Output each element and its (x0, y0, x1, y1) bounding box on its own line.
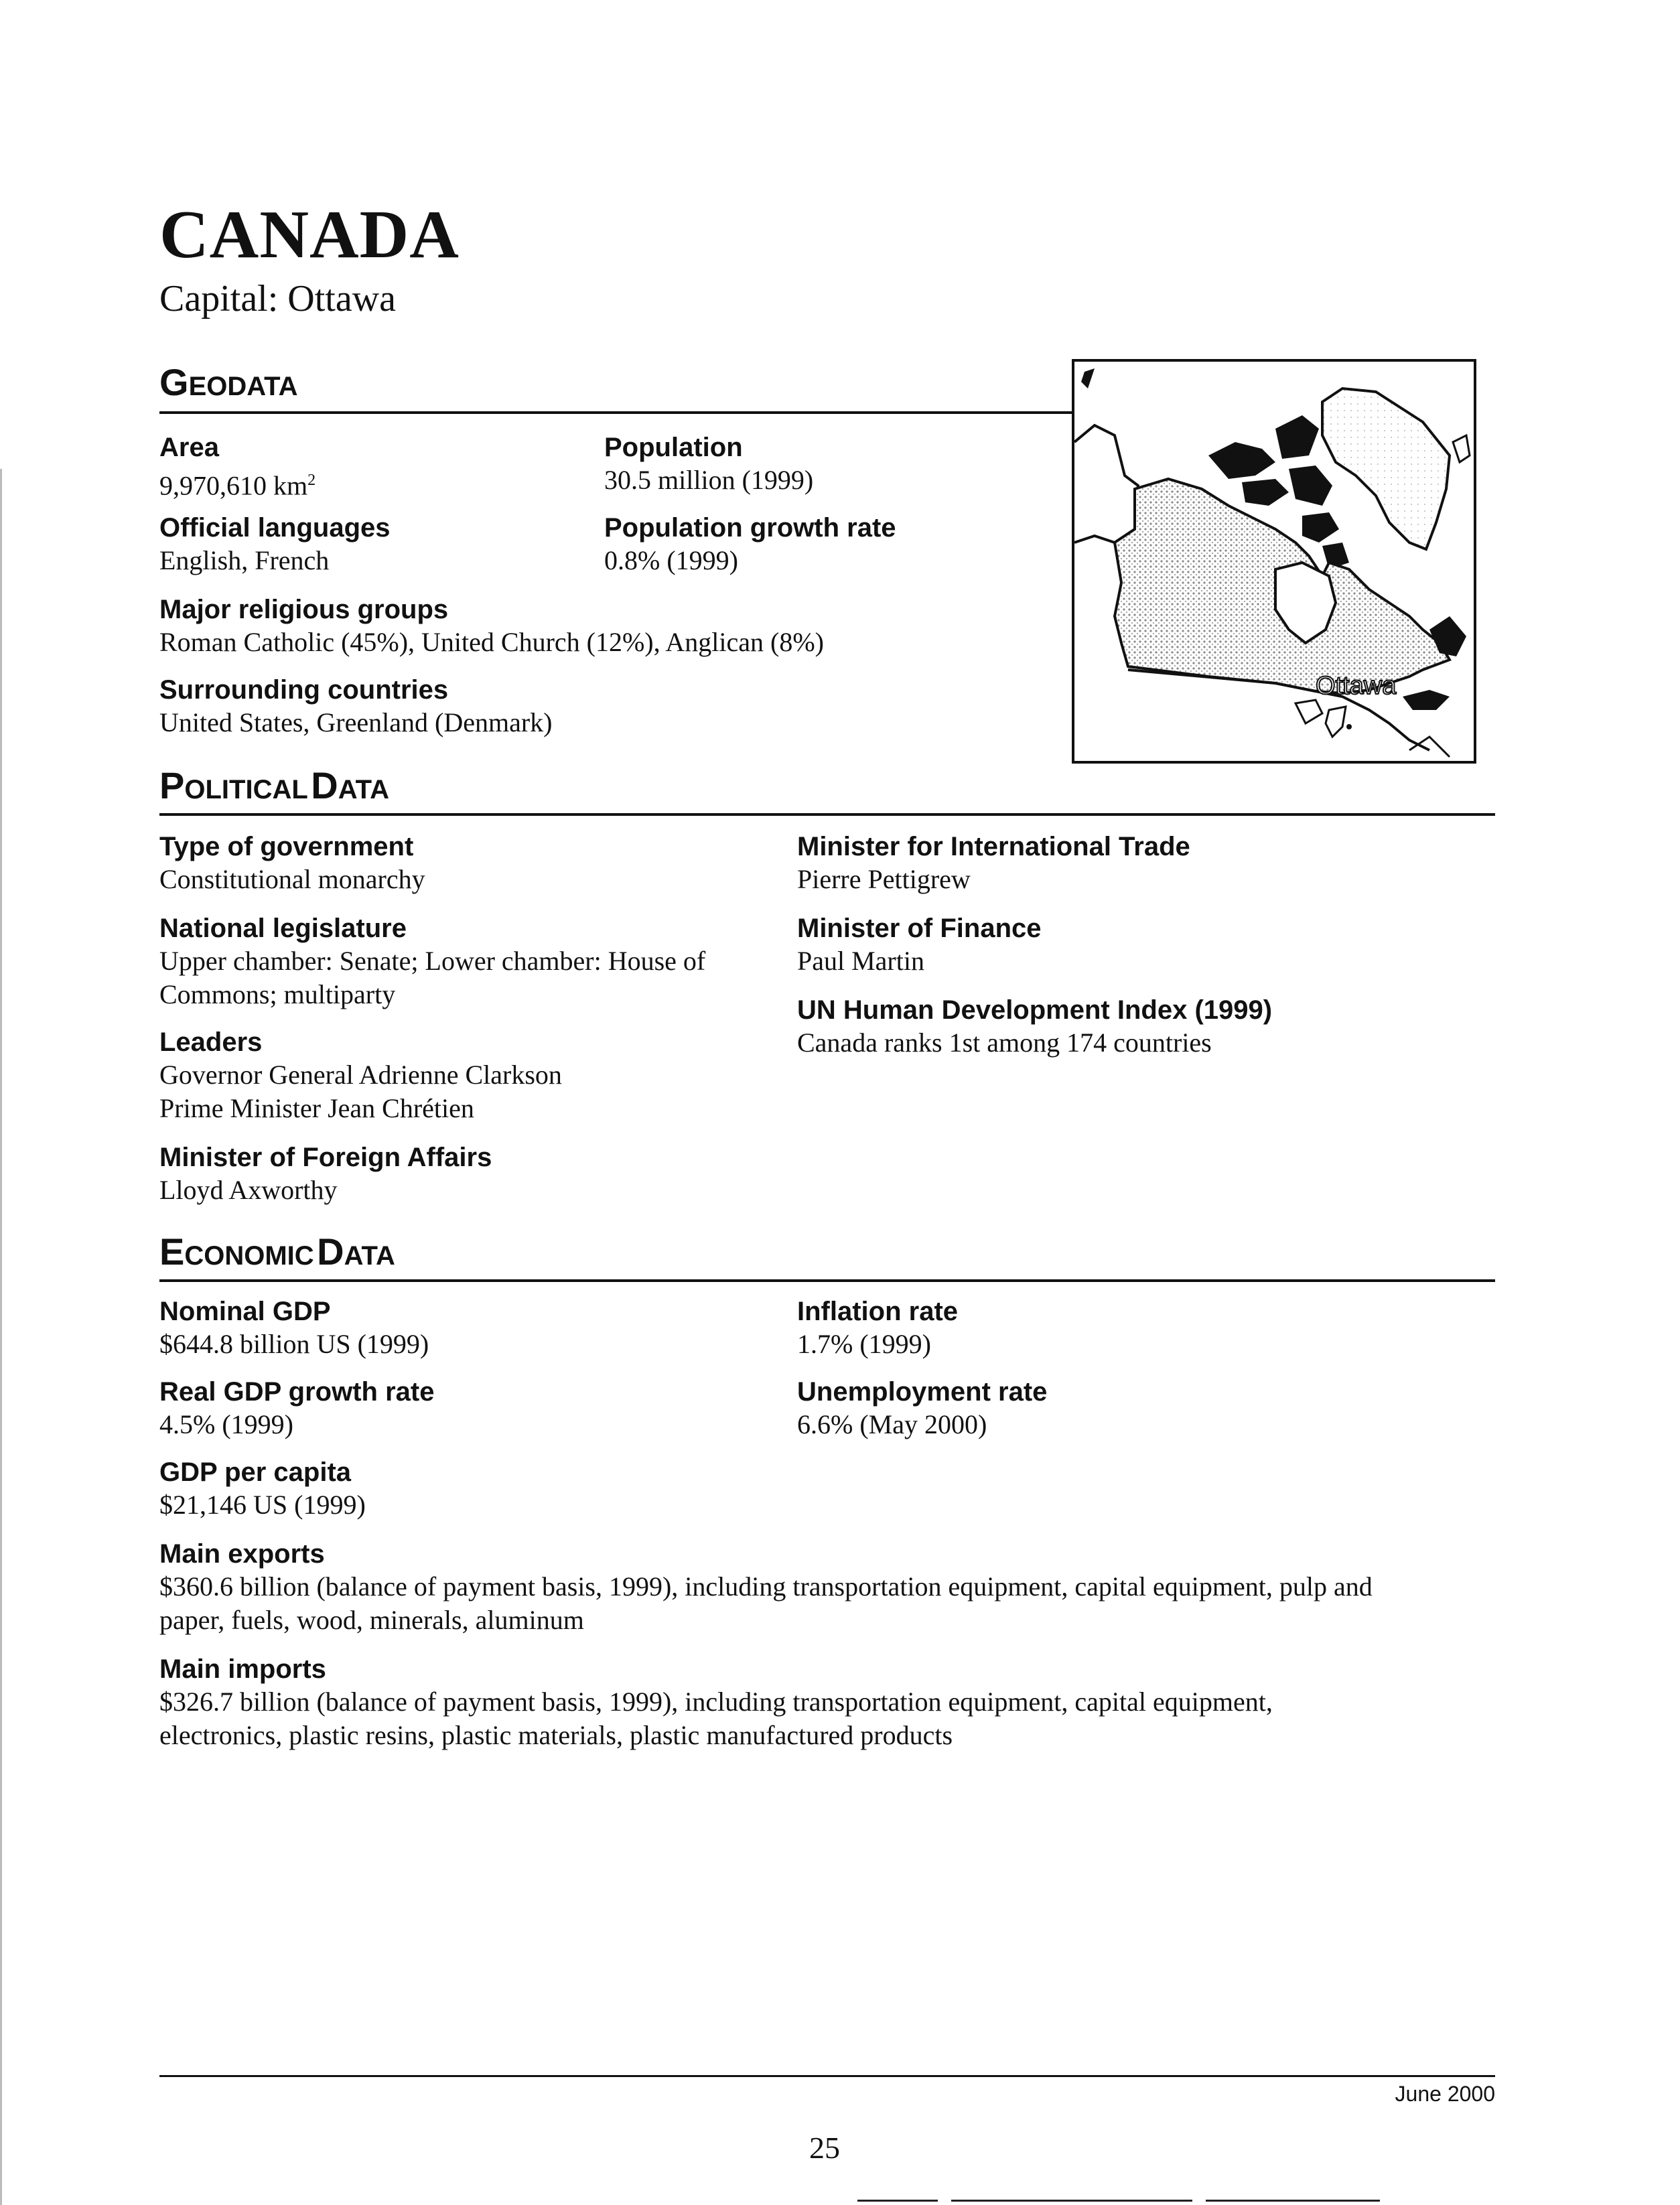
growth-value: 0.8% (1999) (604, 545, 738, 575)
real-growth-label: Real GDP growth rate (159, 1377, 435, 1407)
unemployment-field (797, 1376, 1047, 1441)
per-capita-label: GDP per capita (159, 1457, 352, 1487)
exports-value-line2: paper, fuels, wood, minerals, aluminum (159, 1605, 584, 1635)
surrounding-value: United States, Greenland (Denmark) (159, 707, 553, 737)
unemployment-value: 6.6% (May 2000) (797, 1409, 987, 1439)
leaders-value-line1: Governor General Adrienne Clarkson (159, 1060, 562, 1090)
government-value: Constitutional monarchy (159, 864, 425, 894)
trade-value: Pierre Pettigrew (797, 864, 971, 894)
real-growth-field (159, 1376, 434, 1441)
population-label: Population (604, 433, 743, 462)
area-label: Area (159, 433, 219, 462)
page-number: 25 (809, 2131, 840, 2165)
political-heading: POLITICAL DATA (159, 764, 389, 806)
economic-rule (159, 1279, 1495, 1282)
per-capita-field (159, 1456, 366, 1522)
languages-label: Official languages (159, 513, 391, 543)
foreign-label: Minister of Foreign Affairs (159, 1143, 492, 1172)
inflation-value: 1.7% (1999) (797, 1329, 931, 1359)
footer-rule (159, 2075, 1495, 2077)
per-capita-value: $21,146 US (1999) (159, 1490, 366, 1520)
geodata-heading: GEODATA (159, 361, 298, 403)
legislature-value-line1: Upper chamber: Senate; Lower chamber: House of (159, 946, 706, 976)
scan-mark (857, 2200, 938, 2202)
finance-field (797, 912, 1042, 978)
hdi-field (797, 994, 1272, 1060)
religion-field (159, 593, 824, 659)
religion-value: Roman Catholic (45%), United Church (12%), Anglican (8%) (159, 627, 824, 657)
trade-field (797, 831, 1190, 896)
scan-edge (0, 469, 2, 2205)
legislature-label: National legislature (159, 914, 407, 943)
unemployment-label: Unemployment rate (797, 1377, 1048, 1407)
imports-value-line2: electronics, plastic resins, plastic materials, plastic manufactured products (159, 1720, 953, 1750)
hdi-value: Canada ranks 1st among 174 countries (797, 1027, 1212, 1058)
finance-label: Minister of Finance (797, 914, 1042, 943)
canada-map-drawing (1074, 362, 1474, 761)
leaders-label: Leaders (159, 1027, 263, 1057)
inflation-field (797, 1295, 958, 1361)
capital-subtitle: Capital: Ottawa (159, 278, 397, 319)
scan-mark (1206, 2200, 1380, 2202)
imports-label: Main imports (159, 1654, 326, 1684)
geodata-rule (159, 411, 1072, 414)
footer-date: June 2000 (1395, 2082, 1495, 2106)
page-title: CANADA (159, 197, 460, 273)
leaders-field (159, 1026, 562, 1125)
government-label: Type of government (159, 832, 414, 861)
gdp-value: $644.8 billion US (1999) (159, 1329, 429, 1359)
hdi-label: UN Human Development Index (1999) (797, 995, 1273, 1025)
government-field (159, 831, 425, 896)
exports-field (159, 1538, 1373, 1637)
area-value: 9,970,610 $km^2$ (159, 470, 316, 501)
exports-label: Main exports (159, 1539, 325, 1569)
finance-value: Paul Martin (797, 946, 924, 976)
population-field (604, 431, 813, 497)
economic-heading: ECONOMIC DATA (159, 1230, 395, 1273)
exports-value-line1: $360.6 billion (balance of payment basis, 1999), including transportation equipment, capital equipment, pulp and (159, 1571, 1373, 1602)
surrounding-field (159, 674, 552, 739)
gdp-field (159, 1295, 429, 1361)
legislature-field (159, 912, 705, 1011)
area-field (159, 431, 316, 502)
population-value: 30.5 million (1999) (604, 465, 814, 495)
canada-map (1072, 359, 1476, 764)
foreign-value: Lloyd Axworthy (159, 1175, 338, 1205)
imports-field (159, 1653, 1273, 1752)
legislature-value-line2: Commons; multiparty (159, 979, 396, 1009)
languages-field (159, 512, 391, 577)
scan-mark (951, 2200, 1192, 2202)
political-rule (159, 813, 1495, 816)
trade-label: Minister for International Trade (797, 832, 1190, 861)
imports-value-line1: $326.7 billion (balance of payment basis, 1999), including transportation equipment, capital equipment, (159, 1687, 1273, 1717)
inflation-label: Inflation rate (797, 1297, 959, 1326)
gdp-label: Nominal GDP (159, 1297, 331, 1326)
leaders-value-line2: Prime Minister Jean Chrétien (159, 1093, 474, 1123)
surrounding-label: Surrounding countries (159, 675, 449, 705)
growth-field (604, 512, 896, 577)
real-growth-value: 4.5% (1999) (159, 1409, 293, 1439)
religion-label: Major religious groups (159, 595, 449, 624)
ottawa-map-label: Ottawa (1316, 672, 1397, 700)
growth-label: Population growth rate (604, 513, 896, 543)
languages-value: English, French (159, 545, 330, 575)
foreign-field (159, 1141, 492, 1207)
